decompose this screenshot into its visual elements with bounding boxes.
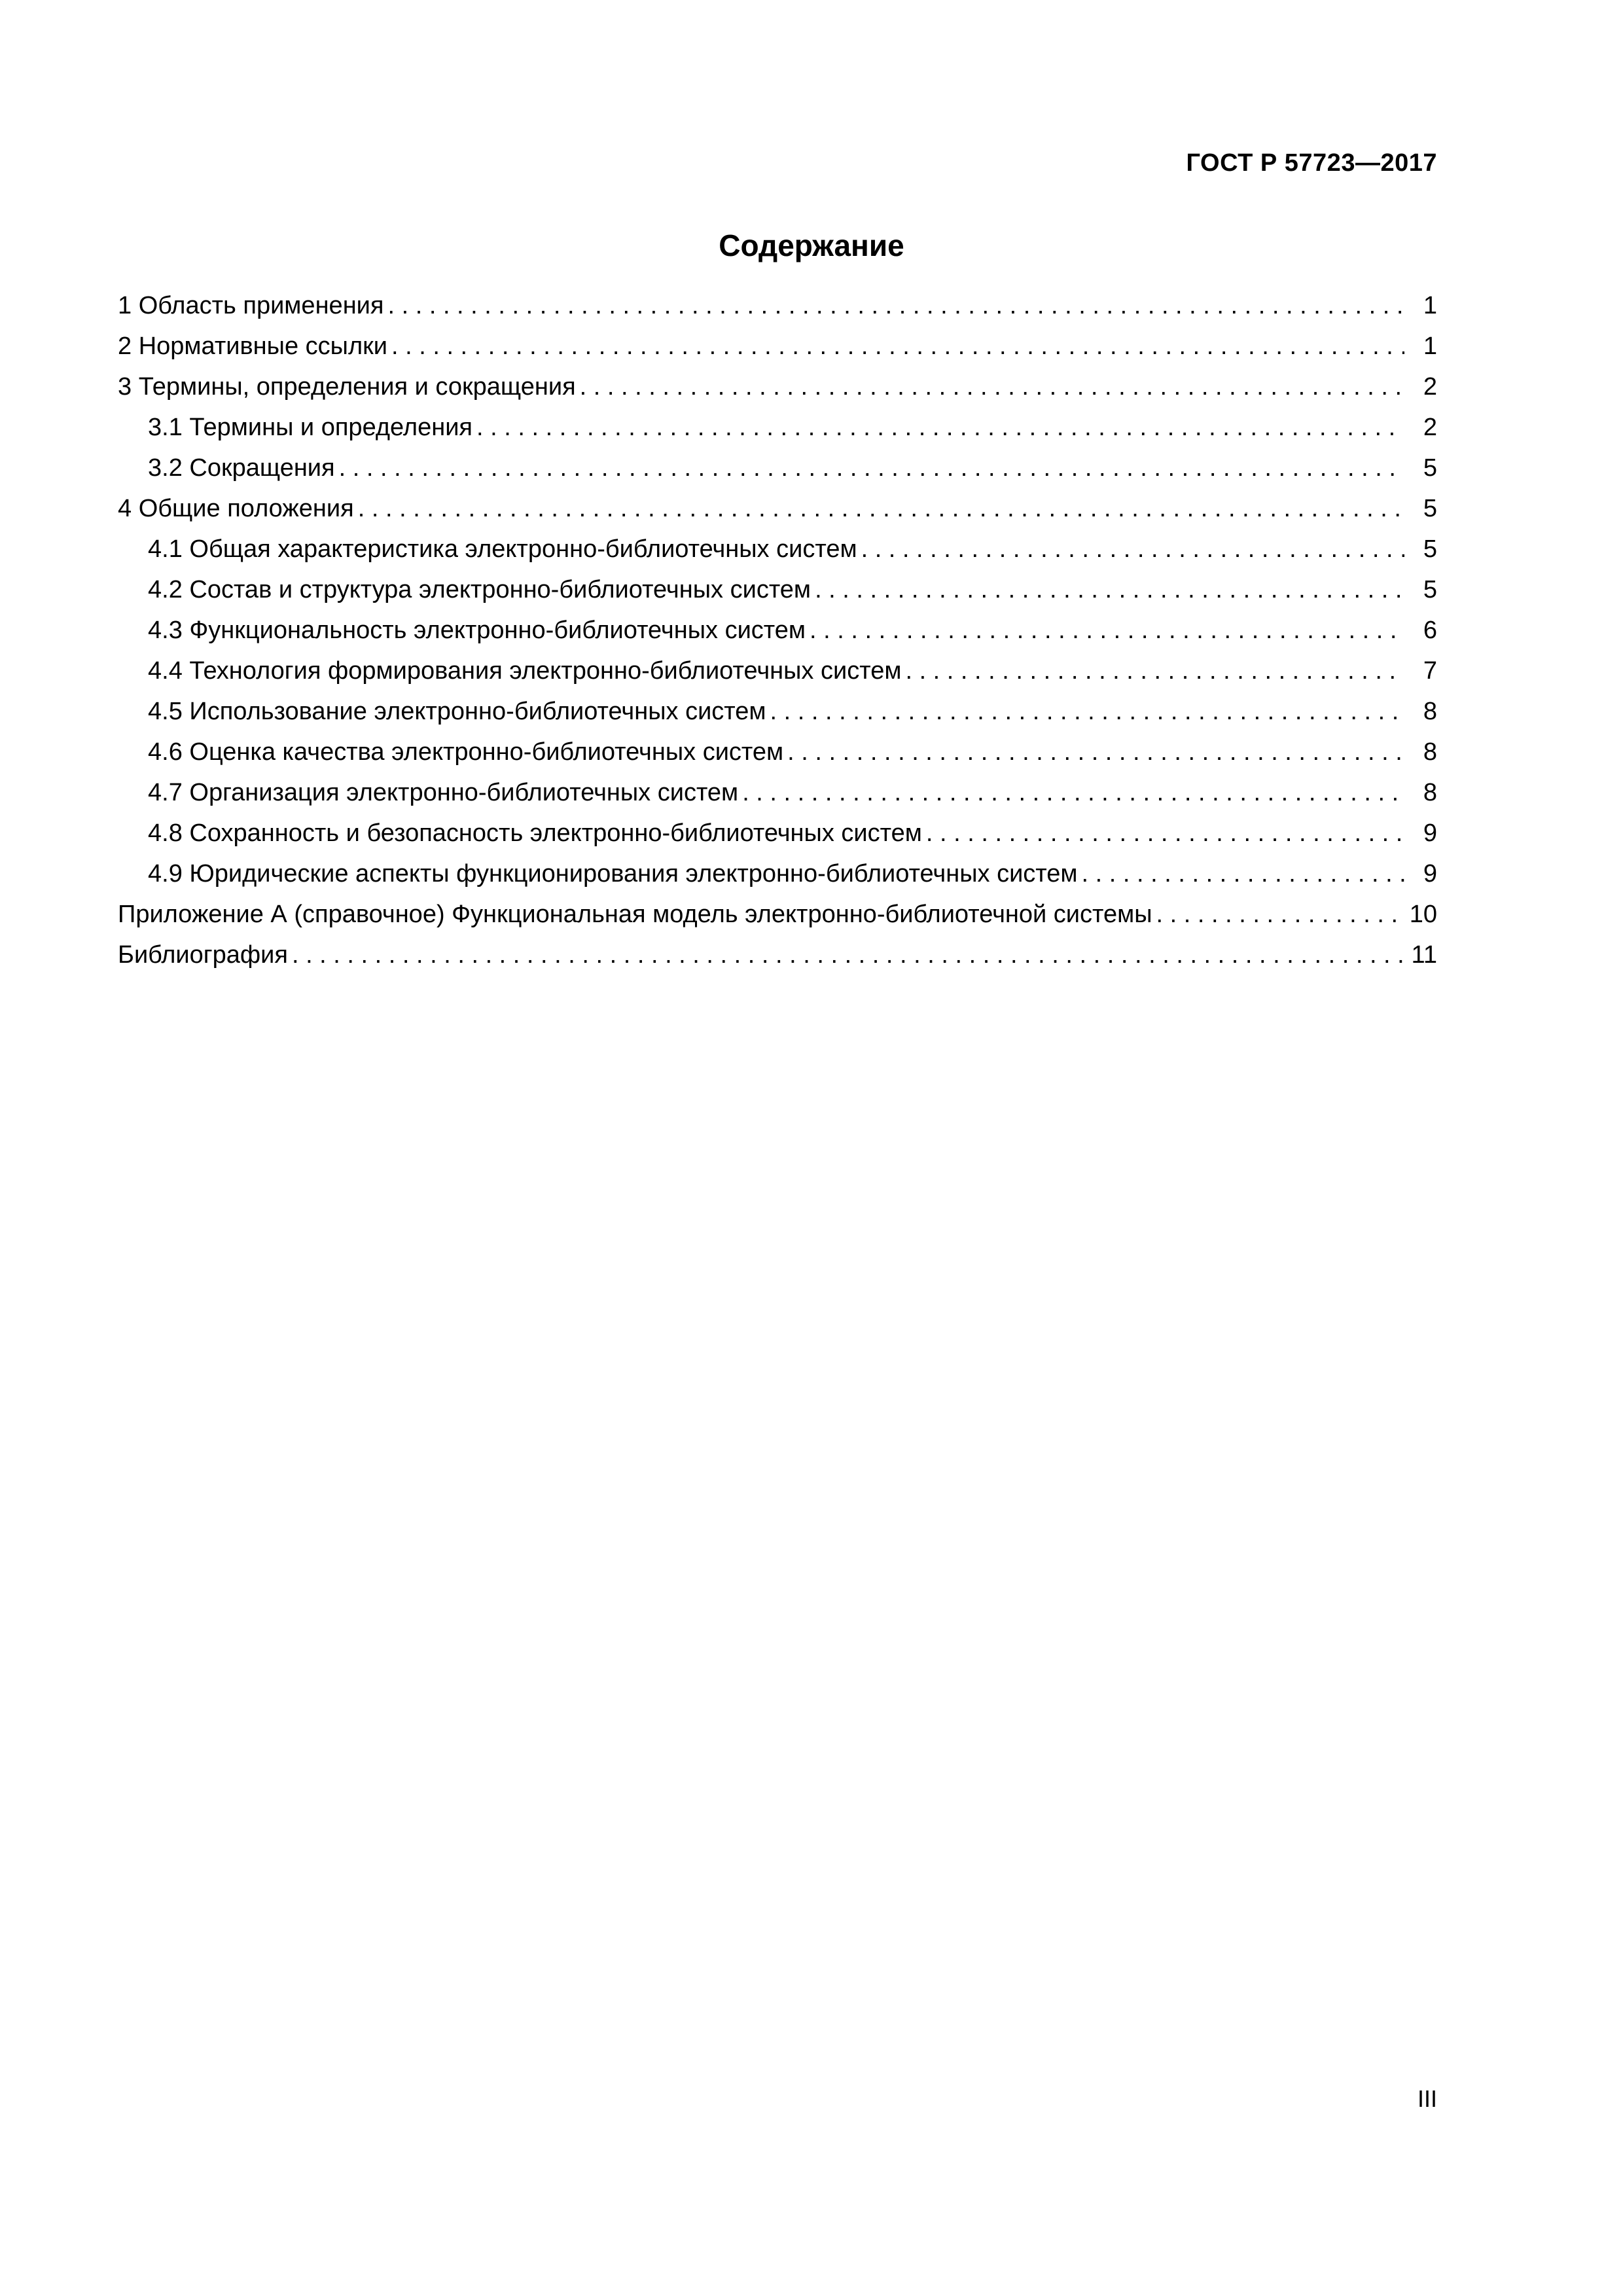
toc-entry-label: 2 Нормативные ссылки <box>118 332 387 360</box>
toc-dot-leader <box>810 617 1404 645</box>
toc-dot-leader <box>770 698 1404 726</box>
toc-dot-leader <box>1156 901 1403 929</box>
toc-title: Содержание <box>719 228 904 262</box>
toc-entry[interactable] <box>118 292 1437 332</box>
toc-entry-label: 4.8 Сохранность и безопасность электронно-библиотечных систем <box>148 819 922 847</box>
toc-entry[interactable] <box>118 941 1437 982</box>
toc-dot-leader <box>580 373 1404 401</box>
toc-entry-page: 2 <box>1423 373 1437 401</box>
toc-entry-label: 4.9 Юридические аспекты функционирования электронно-библиотечных систем <box>148 860 1078 888</box>
toc-entry[interactable] <box>118 819 1437 860</box>
toc-entry[interactable] <box>118 901 1437 941</box>
toc-entry-page: 1 <box>1423 332 1437 360</box>
toc-entry[interactable] <box>118 373 1437 414</box>
toc-entry[interactable] <box>118 495 1437 535</box>
toc-dot-leader <box>292 941 1404 969</box>
document-code: ГОСТ Р 57723—2017 <box>1186 149 1437 177</box>
toc-entry[interactable] <box>118 576 1437 617</box>
toc-entry[interactable] <box>118 860 1437 901</box>
toc-entry-page: 10 <box>1409 901 1437 928</box>
toc-dot-leader <box>339 454 1404 482</box>
toc-dot-leader <box>476 414 1404 442</box>
toc-entry-page: 7 <box>1423 657 1437 685</box>
toc-entry-page: 5 <box>1423 454 1437 482</box>
toc-entry-label: Приложение А (справочное) Функциональная модель электронно-библиотечной системы <box>118 901 1152 928</box>
toc-dot-leader <box>815 576 1404 604</box>
toc-entry-label: 3 Термины, определения и сокращения <box>118 373 576 401</box>
toc-entry-label: 1 Область применения <box>118 292 384 319</box>
toc-dot-leader <box>391 332 1404 361</box>
toc-entry-label: 4.4 Технология формирования электронно-библиотечных систем <box>148 657 902 685</box>
toc-entry-page: 9 <box>1423 819 1437 847</box>
toc-entry-page: 1 <box>1423 292 1437 319</box>
toc-entry[interactable] <box>118 657 1437 698</box>
toc-entry-label: 4.7 Организация электронно-библиотечных систем <box>148 779 739 806</box>
toc-entry[interactable] <box>118 617 1437 657</box>
toc-entry-page: 8 <box>1423 779 1437 806</box>
toc-dot-leader <box>787 738 1404 766</box>
toc-dot-leader <box>1082 860 1404 888</box>
toc-entry-label: 4.5 Использование электронно-библиотечных систем <box>148 698 766 725</box>
toc-dot-leader <box>358 495 1404 523</box>
page-number: III <box>1417 2085 1437 2112</box>
toc-dot-leader <box>905 657 1404 685</box>
toc-entry-label: 3.2 Сокращения <box>148 454 335 482</box>
toc-entry-page: 5 <box>1423 535 1437 563</box>
toc-dot-leader <box>387 292 1404 320</box>
toc-entry-page: 5 <box>1423 576 1437 603</box>
toc-entry-label: 3.1 Термины и определения <box>148 414 473 441</box>
toc-entry[interactable] <box>118 332 1437 373</box>
toc-entry[interactable] <box>118 779 1437 819</box>
toc-entry-page: 8 <box>1423 738 1437 766</box>
toc-entry-label: 4.3 Функциональность электронно-библиотечных систем <box>148 617 806 644</box>
toc-entry-page: 5 <box>1423 495 1437 522</box>
toc-entry-label: 4 Общие положения <box>118 495 354 522</box>
toc-dot-leader <box>926 819 1404 848</box>
toc-entry[interactable] <box>118 698 1437 738</box>
toc-entry-label: 4.2 Состав и структура электронно-библиотечных систем <box>148 576 812 603</box>
toc-entry[interactable] <box>118 738 1437 779</box>
toc-entry-page: 11 <box>1411 941 1437 969</box>
toc-entry[interactable] <box>118 535 1437 576</box>
toc-dot-leader <box>742 779 1404 807</box>
toc-entry-label: 4.6 Оценка качества электронно-библиотечных систем <box>148 738 784 766</box>
table-of-contents <box>118 292 1437 982</box>
toc-entry-page: 2 <box>1423 414 1437 441</box>
toc-entry-page: 6 <box>1423 617 1437 644</box>
toc-entry-page: 8 <box>1423 698 1437 725</box>
toc-entry-label: Библиография <box>118 941 288 969</box>
toc-entry-label: 4.1 Общая характеристика электронно-библиотечных систем <box>148 535 857 563</box>
toc-entry-page: 9 <box>1423 860 1437 888</box>
toc-entry[interactable] <box>118 454 1437 495</box>
toc-dot-leader <box>861 535 1404 564</box>
toc-entry[interactable] <box>118 414 1437 454</box>
